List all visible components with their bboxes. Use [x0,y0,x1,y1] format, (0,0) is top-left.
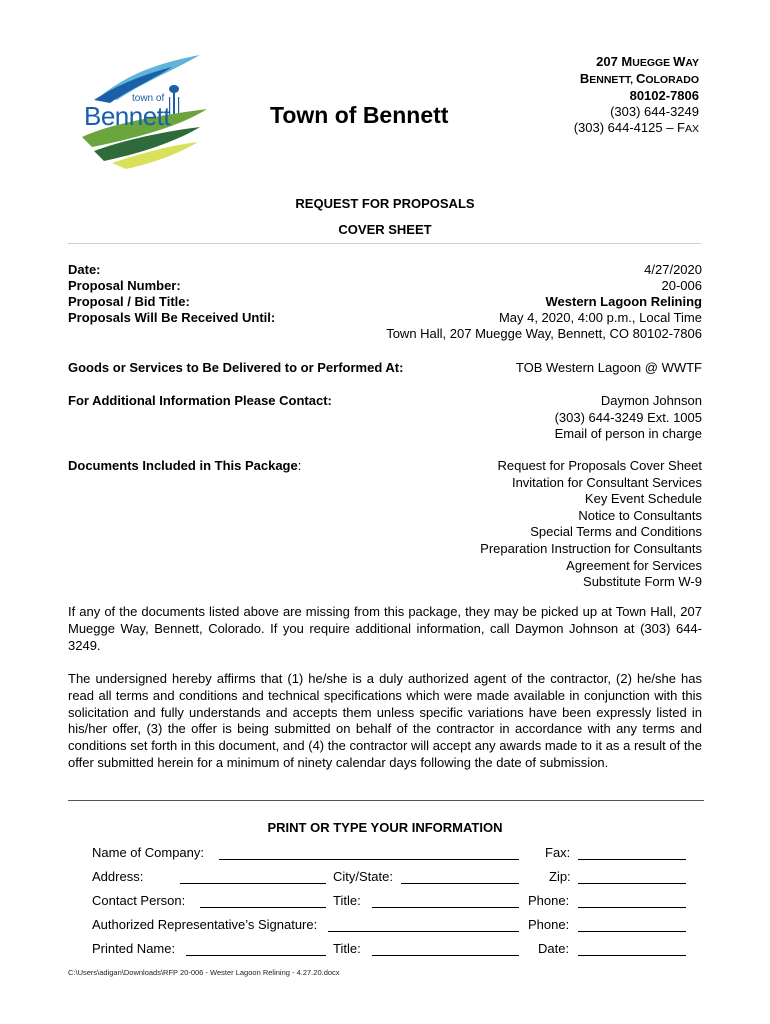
proposal-number-label: Proposal Number: [68,278,181,293]
title-field[interactable] [372,907,519,908]
documents-list [480,458,702,591]
auth-signature-label: Authorized Representative’s Signature: [92,917,318,932]
contact-email: Email of person in charge [554,426,702,441]
rfp-heading: REQUEST FOR PROPOSALS [295,196,475,211]
page-title: Town of Bennett [270,102,449,128]
document-item: Notice to Consultants [578,507,702,523]
missing-docs-paragraph: If any of the documents listed above are missing from this package, they may be picked up at Town Hall, 207 Muegge Way, Bennett, Colorado. If you require additional information, call Daymon Johnson at (303) 644-3249. [68,604,702,653]
date-field-label: Date: [538,941,570,956]
contact-phone: (303) 644-3249 Ext. 1005 [554,410,702,425]
contact-label: For Additional Information Please Contact: [68,393,332,408]
printed-name-label: Printed Name: [92,941,176,956]
title2-label: Title: [333,941,361,956]
goods-label: Goods or Services to Be Delivered to or Performed At: [68,360,404,375]
affirmation-paragraph: The undersigned hereby affirms that (1) he/she is a duly authorized agent of the contractor, (2) he/she has read all terms and conditions and technical specifications which were made available in conjunction with this solicitation and fully understands and accepts them unless specific variations have been expressly listed in his/her offer, (3) the offer is being submitted on behalf of the contractor in accordance with any terms and conditions set forth in this document, and (4) the contractor will accept any awards made to it as a result of the offer submitted herein for a minimum of ninety calendar days following the date of submission. [68,671,702,770]
contact-person-field[interactable] [200,907,326,908]
bid-title-label: Proposal / Bid Title: [68,294,190,309]
citystate-label: City/State: [333,869,393,884]
address-label: Address: [92,869,144,884]
documents-label: Documents Included in This Package: [68,458,302,473]
received-value-2: Town Hall, 207 Muegge Way, Bennett, CO 80102-7806 [386,326,702,341]
contact-person-label: Contact Person: [92,893,186,908]
footer-file-path: C:\Users\adigan\Downloads\RFP 20-006 - Wester Lagoon Relining - 4.27.20.docx [68,968,340,977]
address-street: 207 MUEGGE WAY [596,54,699,69]
phone2-field[interactable] [578,931,686,932]
date-label: Date: [68,262,101,277]
document-item: Substitute Form W-9 [583,574,702,590]
phone2-label: Phone: [528,917,570,932]
date-field[interactable] [578,955,686,956]
form-divider [68,800,704,801]
phone-field[interactable] [578,907,686,908]
logo-big-text: Bennett [84,101,171,131]
address-phone: (303) 644-3249 [610,104,699,119]
company-field[interactable] [219,859,519,860]
address-fax: (303) 644-4125 – FAX [573,120,699,135]
document-item: Preparation Instruction for Consultants [480,540,702,556]
town-logo [72,45,212,170]
zip-label: Zip: [549,869,571,884]
received-label: Proposals Will Be Received Until: [68,310,276,325]
form-heading: PRINT OR TYPE YOUR INFORMATION [267,820,503,835]
title-label: Title: [333,893,361,908]
fax-label: Fax: [545,845,571,860]
received-value-1: May 4, 2020, 4:00 p.m., Local Time [498,310,702,325]
proposal-number-value: 20-006 [661,278,702,293]
address-field[interactable] [180,883,326,884]
printed-name-field[interactable] [186,955,326,956]
goods-value: TOB Western Lagoon @ WWTF [515,360,702,375]
cover-sheet-heading: COVER SHEET [338,222,432,237]
auth-signature-field[interactable] [328,931,519,932]
document-item: Special Terms and Conditions [530,524,702,540]
phone-label: Phone: [528,893,570,908]
company-label: Name of Company: [92,845,204,860]
document-item: Invitation for Consultant Services [511,474,702,490]
address-city: BENNETT, COLORADO [579,71,699,86]
bid-title-value: Western Lagoon Relining [545,294,702,309]
zip-field[interactable] [578,883,686,884]
fax-field[interactable] [578,859,686,860]
header-divider [68,243,701,244]
contact-name: Daymon Johnson [600,393,702,408]
document-item: Request for Proposals Cover Sheet [497,458,702,473]
logo-small-text: town of [132,93,165,104]
citystate-field[interactable] [401,883,519,884]
document-item: Agreement for Services [566,557,702,573]
document-item: Key Event Schedule [584,491,702,507]
address-zip: 80102-7806 [629,88,699,103]
title2-field[interactable] [372,955,519,956]
date-value: 4/27/2020 [644,262,702,277]
